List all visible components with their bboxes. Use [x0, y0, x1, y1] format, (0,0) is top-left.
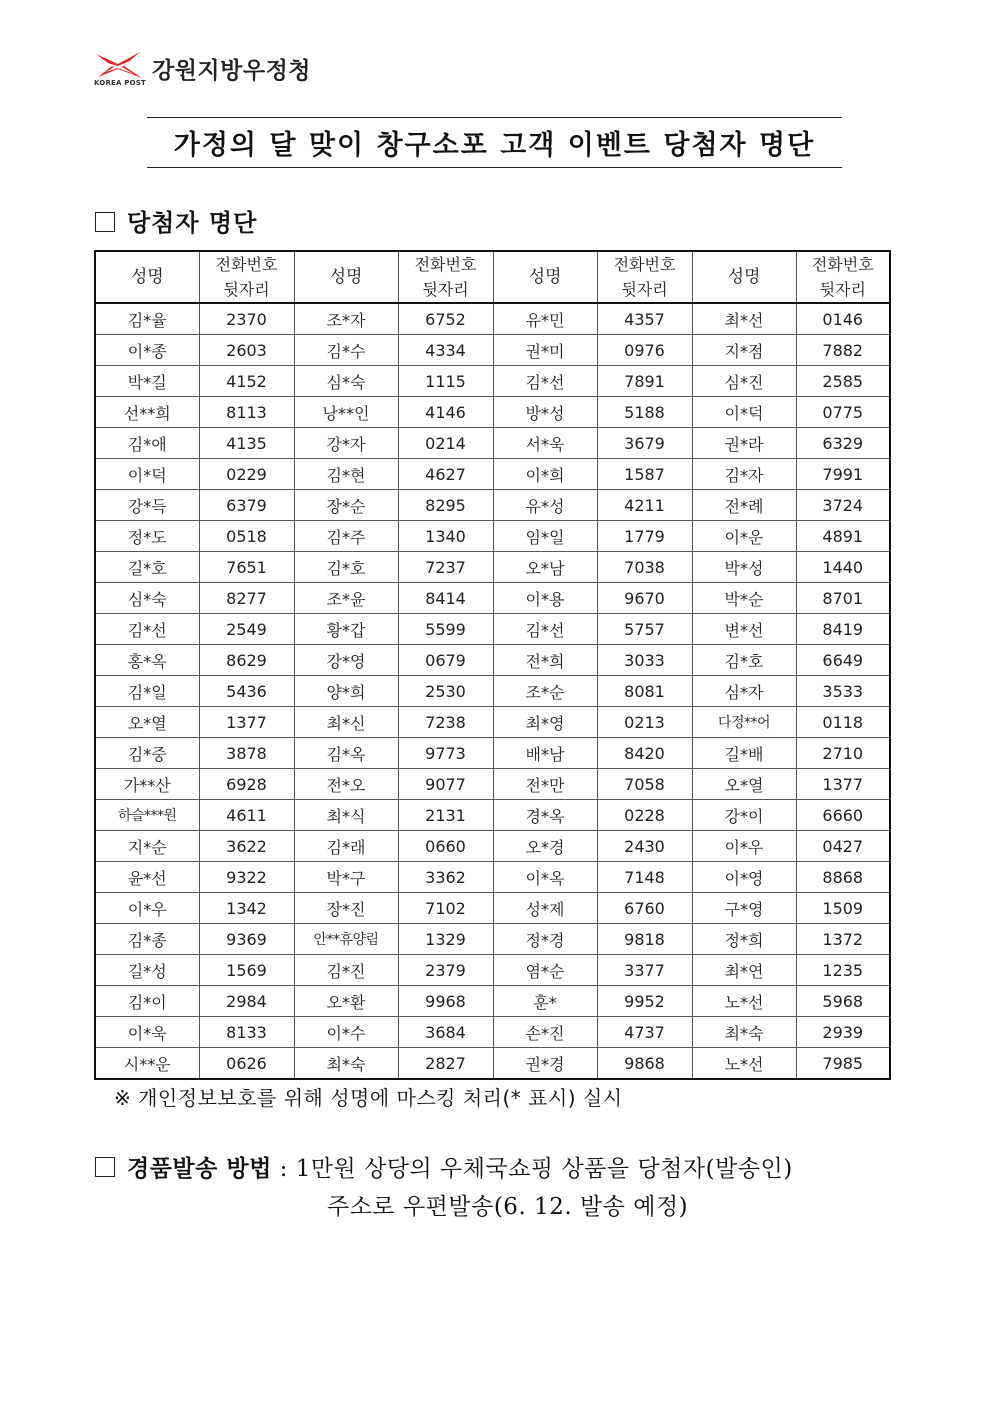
winner-phone: 6329 — [796, 428, 890, 459]
winner-name: 전*례 — [692, 490, 796, 521]
header-name: 성명 — [692, 251, 796, 303]
winner-phone: 7651 — [199, 552, 294, 583]
winner-phone: 4611 — [199, 800, 294, 831]
table-row — [95, 1017, 890, 1048]
table-row — [95, 552, 890, 583]
winner-name: 변*선 — [692, 614, 796, 645]
winner-phone: 6752 — [398, 303, 493, 335]
winner-name: 방*성 — [493, 397, 597, 428]
winner-name: 심*숙 — [95, 583, 199, 614]
winner-name: 안**휴양림 — [294, 924, 398, 955]
winner-name: 지*점 — [692, 335, 796, 366]
winner-phone: 7882 — [796, 335, 890, 366]
winner-name: 김*수 — [294, 335, 398, 366]
winner-phone: 0626 — [199, 1048, 294, 1080]
winner-phone: 5599 — [398, 614, 493, 645]
winner-phone: 1440 — [796, 552, 890, 583]
table-row — [95, 707, 890, 738]
winner-phone: 2530 — [398, 676, 493, 707]
winner-name: 노*선 — [692, 986, 796, 1017]
header-phone: 전화번호 뒷자리 — [796, 251, 890, 303]
winner-name: 박*순 — [692, 583, 796, 614]
winner-phone: 7058 — [597, 769, 692, 800]
winner-phone: 1779 — [597, 521, 692, 552]
winner-name: 최*숙 — [692, 1017, 796, 1048]
winner-name: 이*수 — [294, 1017, 398, 1048]
winners-table — [94, 250, 891, 1080]
winner-name: 시**운 — [95, 1048, 199, 1080]
winner-name: 선**희 — [95, 397, 199, 428]
winner-phone: 8277 — [199, 583, 294, 614]
winner-phone: 0427 — [796, 831, 890, 862]
table-row — [95, 800, 890, 831]
winner-phone: 8868 — [796, 862, 890, 893]
table-row — [95, 521, 890, 552]
privacy-note: ※ 개인정보보호를 위해 성명에 마스킹 처리(* 표시) 실시 — [114, 1086, 623, 1110]
winner-phone: 8420 — [597, 738, 692, 769]
winner-name: 심*진 — [692, 366, 796, 397]
winner-name: 길*성 — [95, 955, 199, 986]
winner-name: 김*종 — [95, 924, 199, 955]
logo-subtitle: KOREA POST — [94, 79, 146, 87]
winner-phone: 3377 — [597, 955, 692, 986]
winner-phone: 4737 — [597, 1017, 692, 1048]
winner-name: 구*영 — [692, 893, 796, 924]
winner-phone: 2710 — [796, 738, 890, 769]
winner-phone: 5968 — [796, 986, 890, 1017]
winner-name: 최*영 — [493, 707, 597, 738]
winner-name: 이*희 — [493, 459, 597, 490]
delivery-line-1 — [95, 1150, 793, 1188]
winner-phone: 9322 — [199, 862, 294, 893]
winner-name: 임*일 — [493, 521, 597, 552]
winner-phone: 2984 — [199, 986, 294, 1017]
winner-phone: 7991 — [796, 459, 890, 490]
winner-name: 정*경 — [493, 924, 597, 955]
table-row — [95, 645, 890, 676]
winner-phone: 9868 — [597, 1048, 692, 1080]
winner-name: 김*자 — [692, 459, 796, 490]
winner-phone: 3684 — [398, 1017, 493, 1048]
winner-name: 김*주 — [294, 521, 398, 552]
winner-name: 이*운 — [692, 521, 796, 552]
winner-phone: 9369 — [199, 924, 294, 955]
winner-phone: 2430 — [597, 831, 692, 862]
table-row — [95, 428, 890, 459]
winner-name: 훈* — [493, 986, 597, 1017]
winner-name: 최*신 — [294, 707, 398, 738]
winners-table-body — [95, 303, 890, 1079]
winner-phone: 7238 — [398, 707, 493, 738]
winner-name: 오*남 — [493, 552, 597, 583]
winner-name: 이*우 — [95, 893, 199, 924]
winner-phone: 1340 — [398, 521, 493, 552]
winner-name: 하슬***원 — [95, 800, 199, 831]
winner-phone: 8414 — [398, 583, 493, 614]
winner-name: 김*이 — [95, 986, 199, 1017]
winner-phone: 4152 — [199, 366, 294, 397]
title-box — [147, 117, 842, 168]
winner-name: 최*숙 — [294, 1048, 398, 1080]
winner-phone: 2370 — [199, 303, 294, 335]
winner-name: 이*종 — [95, 335, 199, 366]
table-row — [95, 676, 890, 707]
winner-phone: 3679 — [597, 428, 692, 459]
winner-name: 김*율 — [95, 303, 199, 335]
winner-phone: 8701 — [796, 583, 890, 614]
winner-phone: 4146 — [398, 397, 493, 428]
section-winners-heading — [95, 203, 257, 238]
winner-name: 김*현 — [294, 459, 398, 490]
header-phone: 전화번호 뒷자리 — [597, 251, 692, 303]
org-logo — [94, 50, 311, 92]
table-row — [95, 831, 890, 862]
winner-name: 이*우 — [692, 831, 796, 862]
winner-name: 심*숙 — [294, 366, 398, 397]
table-row — [95, 397, 890, 428]
winner-name: 이*용 — [493, 583, 597, 614]
winner-name: 오*경 — [493, 831, 597, 862]
winner-name: 홍*옥 — [95, 645, 199, 676]
winner-phone: 2585 — [796, 366, 890, 397]
winner-name: 권*미 — [493, 335, 597, 366]
winner-name: 이*욱 — [95, 1017, 199, 1048]
winner-name: 윤*선 — [95, 862, 199, 893]
table-row — [95, 862, 890, 893]
winner-phone: 9818 — [597, 924, 692, 955]
winner-phone: 1587 — [597, 459, 692, 490]
winner-name: 최*식 — [294, 800, 398, 831]
winner-name: 길*호 — [95, 552, 199, 583]
table-row — [95, 893, 890, 924]
winner-phone: 1115 — [398, 366, 493, 397]
winner-phone: 7985 — [796, 1048, 890, 1080]
winner-name: 김*선 — [493, 366, 597, 397]
winner-phone: 0118 — [796, 707, 890, 738]
winner-phone: 2939 — [796, 1017, 890, 1048]
winner-name: 박*길 — [95, 366, 199, 397]
winner-phone: 8419 — [796, 614, 890, 645]
table-row — [95, 303, 890, 335]
delivery-label: 경품발송 방법 — [127, 1155, 272, 1182]
header-phone: 전화번호 뒷자리 — [398, 251, 493, 303]
winner-phone: 3622 — [199, 831, 294, 862]
winner-name: 김*호 — [692, 645, 796, 676]
winner-name: 경*옥 — [493, 800, 597, 831]
winner-phone: 3033 — [597, 645, 692, 676]
winner-phone: 0228 — [597, 800, 692, 831]
winner-name: 장*진 — [294, 893, 398, 924]
winner-name: 염*순 — [493, 955, 597, 986]
table-row — [95, 335, 890, 366]
winner-name: 양*희 — [294, 676, 398, 707]
winner-name: 지*순 — [95, 831, 199, 862]
winner-phone: 4211 — [597, 490, 692, 521]
winner-phone: 0229 — [199, 459, 294, 490]
winner-phone: 0679 — [398, 645, 493, 676]
winner-name: 김*옥 — [294, 738, 398, 769]
delivery-text-2: 주소로 우편발송(6. 12. 발송 예정) — [327, 1194, 689, 1220]
winner-name: 최*연 — [692, 955, 796, 986]
table-row — [95, 459, 890, 490]
winner-phone: 3362 — [398, 862, 493, 893]
winner-name: 이*영 — [692, 862, 796, 893]
winner-name: 서*욱 — [493, 428, 597, 459]
square-bullet-icon — [95, 212, 115, 232]
winner-name: 장*순 — [294, 490, 398, 521]
table-row — [95, 924, 890, 955]
delivery-section — [95, 1150, 793, 1226]
winner-phone: 6928 — [199, 769, 294, 800]
winner-name: 정*희 — [692, 924, 796, 955]
table-row — [95, 614, 890, 645]
winner-name: 이*옥 — [493, 862, 597, 893]
winner-phone: 8113 — [199, 397, 294, 428]
winner-phone: 3533 — [796, 676, 890, 707]
winner-phone: 9952 — [597, 986, 692, 1017]
winner-phone: 7148 — [597, 862, 692, 893]
winner-name: 이*덕 — [692, 397, 796, 428]
winner-phone: 9773 — [398, 738, 493, 769]
winner-phone: 2549 — [199, 614, 294, 645]
winner-phone: 7891 — [597, 366, 692, 397]
winner-name: 심*자 — [692, 676, 796, 707]
winner-name: 오*환 — [294, 986, 398, 1017]
winner-phone: 9077 — [398, 769, 493, 800]
winner-phone: 9968 — [398, 986, 493, 1017]
winner-phone: 0146 — [796, 303, 890, 335]
winner-name: 김*일 — [95, 676, 199, 707]
delivery-text-1: 1만원 상당의 우체국쇼핑 상품을 당첨자(발송인) — [295, 1156, 793, 1182]
winner-name: 배*남 — [493, 738, 597, 769]
winner-phone: 2827 — [398, 1048, 493, 1080]
winner-name: 박*구 — [294, 862, 398, 893]
winner-phone: 8629 — [199, 645, 294, 676]
winner-phone: 5436 — [199, 676, 294, 707]
winner-name: 낭**인 — [294, 397, 398, 428]
winner-name: 유*민 — [493, 303, 597, 335]
winner-phone: 2603 — [199, 335, 294, 366]
winner-phone: 8295 — [398, 490, 493, 521]
winner-name: 이*덕 — [95, 459, 199, 490]
winner-phone: 8081 — [597, 676, 692, 707]
winner-phone: 0976 — [597, 335, 692, 366]
winner-name: 오*열 — [95, 707, 199, 738]
winner-phone: 1377 — [796, 769, 890, 800]
winner-name: 김*애 — [95, 428, 199, 459]
winner-name: 권*라 — [692, 428, 796, 459]
winner-phone: 1329 — [398, 924, 493, 955]
winner-phone: 2131 — [398, 800, 493, 831]
square-bullet-icon — [95, 1157, 115, 1177]
winner-phone: 6660 — [796, 800, 890, 831]
winner-phone: 1235 — [796, 955, 890, 986]
header-name: 성명 — [95, 251, 199, 303]
table-row — [95, 738, 890, 769]
header-name: 성명 — [493, 251, 597, 303]
winner-name: 조*자 — [294, 303, 398, 335]
delivery-separator: : — [271, 1156, 296, 1182]
winner-name: 강*이 — [692, 800, 796, 831]
winner-phone: 1372 — [796, 924, 890, 955]
winner-name: 최*선 — [692, 303, 796, 335]
header-phone: 전화번호 뒷자리 — [199, 251, 294, 303]
winner-name: 박*성 — [692, 552, 796, 583]
winner-name: 다정**어 — [692, 707, 796, 738]
winner-name: 전*오 — [294, 769, 398, 800]
winner-phone: 5757 — [597, 614, 692, 645]
table-row — [95, 955, 890, 986]
winner-phone: 3878 — [199, 738, 294, 769]
winner-name: 김*진 — [294, 955, 398, 986]
winner-name: 김*선 — [95, 614, 199, 645]
winner-name: 전*만 — [493, 769, 597, 800]
winner-phone: 0775 — [796, 397, 890, 428]
table-row — [95, 769, 890, 800]
winner-phone: 0214 — [398, 428, 493, 459]
winner-phone: 4357 — [597, 303, 692, 335]
winner-phone: 2379 — [398, 955, 493, 986]
table-row — [95, 366, 890, 397]
winner-name: 노*선 — [692, 1048, 796, 1080]
winner-phone: 8133 — [199, 1017, 294, 1048]
winner-phone: 7038 — [597, 552, 692, 583]
org-name: 강원지방우정청 — [152, 58, 312, 84]
winner-name: 권*경 — [493, 1048, 597, 1080]
winner-phone: 4627 — [398, 459, 493, 490]
table-row — [95, 1048, 890, 1080]
winner-name: 강*득 — [95, 490, 199, 521]
winner-name: 김*선 — [493, 614, 597, 645]
winner-phone: 6379 — [199, 490, 294, 521]
korea-post-swallow-icon — [94, 50, 144, 90]
winner-name: 전*희 — [493, 645, 597, 676]
winner-phone: 1377 — [199, 707, 294, 738]
winner-phone: 0213 — [597, 707, 692, 738]
header-name: 성명 — [294, 251, 398, 303]
winner-phone: 6760 — [597, 893, 692, 924]
winner-name: 정*도 — [95, 521, 199, 552]
winner-name: 황*갑 — [294, 614, 398, 645]
winner-phone: 9670 — [597, 583, 692, 614]
section-winners-label: 당첨자 명단 — [127, 208, 258, 237]
winner-phone: 6649 — [796, 645, 890, 676]
winner-name: 김*래 — [294, 831, 398, 862]
winner-phone: 7237 — [398, 552, 493, 583]
table-row — [95, 490, 890, 521]
winner-name: 조*순 — [493, 676, 597, 707]
winner-phone: 1342 — [199, 893, 294, 924]
winner-phone: 4334 — [398, 335, 493, 366]
winner-name: 가**산 — [95, 769, 199, 800]
winner-phone: 4891 — [796, 521, 890, 552]
winner-name: 강*영 — [294, 645, 398, 676]
table-header-row — [95, 251, 890, 303]
winner-name: 오*열 — [692, 769, 796, 800]
winner-phone: 0660 — [398, 831, 493, 862]
winner-phone: 1569 — [199, 955, 294, 986]
winner-phone: 3724 — [796, 490, 890, 521]
winner-name: 강*자 — [294, 428, 398, 459]
table-row — [95, 583, 890, 614]
page-title: 가정의 달 맞이 창구소포 고객 이벤트 당첨자 명단 — [173, 130, 816, 161]
winner-name: 김*호 — [294, 552, 398, 583]
winner-phone: 4135 — [199, 428, 294, 459]
winner-phone: 5188 — [597, 397, 692, 428]
winner-name: 유*성 — [493, 490, 597, 521]
winner-name: 조*윤 — [294, 583, 398, 614]
winner-phone: 0518 — [199, 521, 294, 552]
winner-name: 길*배 — [692, 738, 796, 769]
winner-name: 성*제 — [493, 893, 597, 924]
table-row — [95, 986, 890, 1017]
winner-name: 김*중 — [95, 738, 199, 769]
winner-phone: 7102 — [398, 893, 493, 924]
winner-name: 손*진 — [493, 1017, 597, 1048]
winner-phone: 1509 — [796, 893, 890, 924]
